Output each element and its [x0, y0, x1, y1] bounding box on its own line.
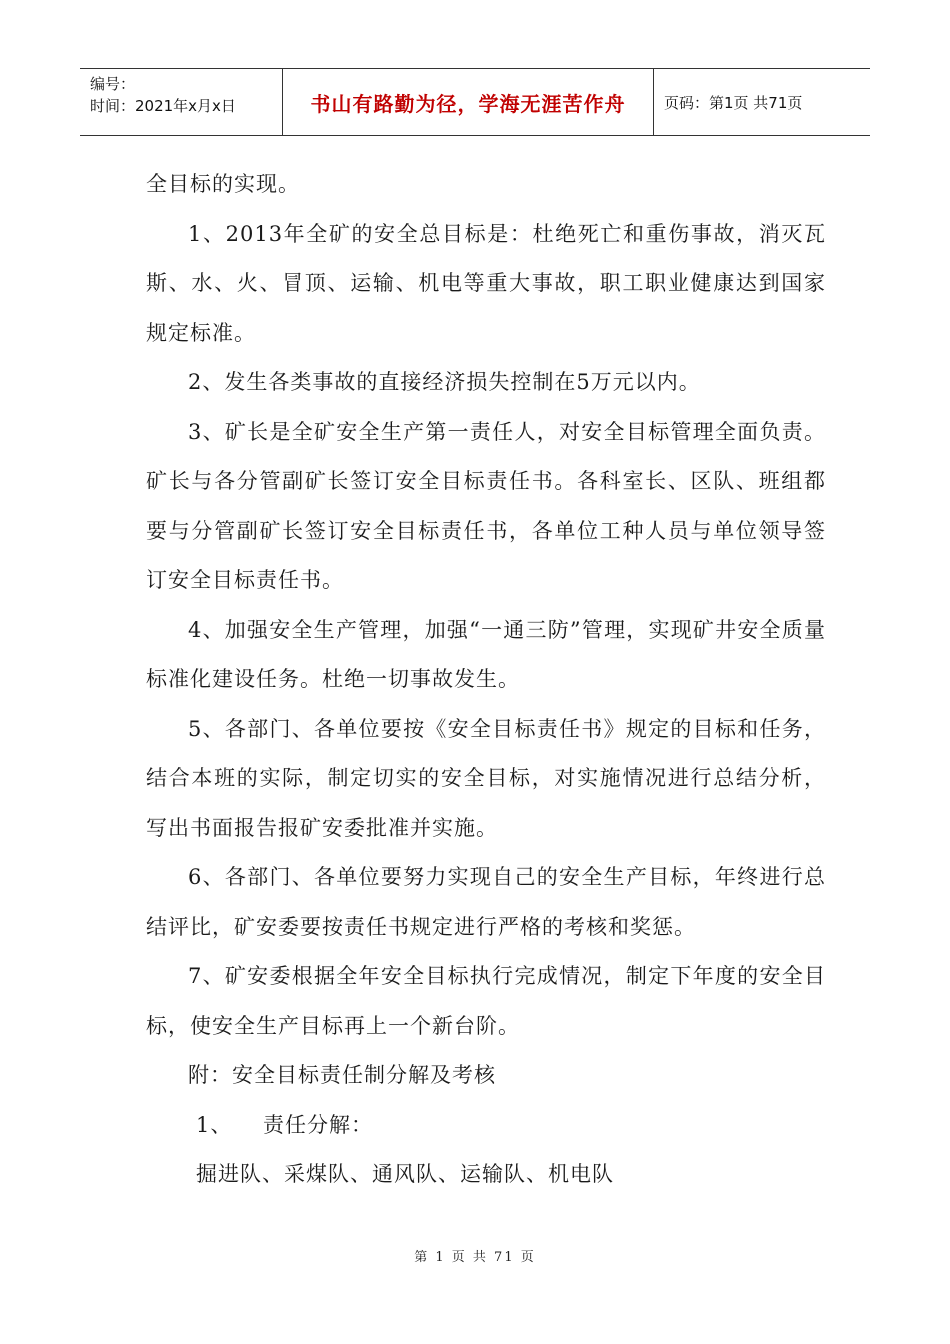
page-header — [80, 68, 870, 136]
paragraph-continuation: 全目标的实现。 — [146, 172, 300, 196]
date-label: 时间：2021年x月x日 — [90, 97, 236, 115]
paragraph-goal-4: 4、加强安全生产管理，加强“一通三防”管理，实现矿井安全质量标准化建设任务。杜绝一切事故发生。 — [146, 617, 826, 691]
paragraph-goal-3: 3、矿长是全矿安全生产第一责任人，对安全目标管理全面负责。矿长与各分管副矿长签订安全目标责任书。各科室长、区队、班组都要与分管副矿长签订安全目标责任书，各单位工种人员与单位领导签订安全目标责任书。 — [146, 419, 826, 592]
appendix-heading: 附：安全目标责任制分解及考核 — [188, 1063, 496, 1087]
header-motto: 书山有路勤为径，学海无涯苦作舟 — [283, 69, 654, 135]
document-body — [146, 160, 826, 1200]
paragraph-goal-5: 5、各部门、各单位要按《安全目标责任书》规定的目标和任务，结合本班的实际，制定切实的安全目标，对实施情况进行总结分析，写出书面报告报矿安委批准并实施。 — [146, 716, 826, 840]
header-page-info: 页码：第1页 共71页 — [664, 93, 803, 112]
page-footer: 第 1 页 共 71 页 — [414, 1250, 536, 1265]
paragraph-goal-2: 2、发生各类事故的直接经济损失控制在5万元以内。 — [188, 370, 701, 394]
header-meta — [80, 69, 283, 135]
team-list: 掘进队、采煤队、通风队、运输队、机电队 — [196, 1162, 614, 1186]
paragraph-goal-6: 6、各部门、各单位要努力实现自己的安全生产目标，年终进行总结评比，矿安委要按责任书规定进行严格的考核和奖惩。 — [146, 865, 826, 939]
paragraph-goal-1: 1、2013年全矿的安全总目标是：杜绝死亡和重伤事故，消灭瓦斯、水、火、冒顶、运输、机电等重大事故，职工职业健康达到国家规定标准。 — [146, 221, 826, 345]
number-label: 编号： — [90, 75, 136, 93]
paragraph-goal-7: 7、矿安委根据全年安全目标执行完成情况，制定下年度的安全目标，使安全生产目标再上一个新台阶。 — [146, 964, 826, 1038]
section-heading: 1、 责任分解： — [196, 1112, 374, 1137]
